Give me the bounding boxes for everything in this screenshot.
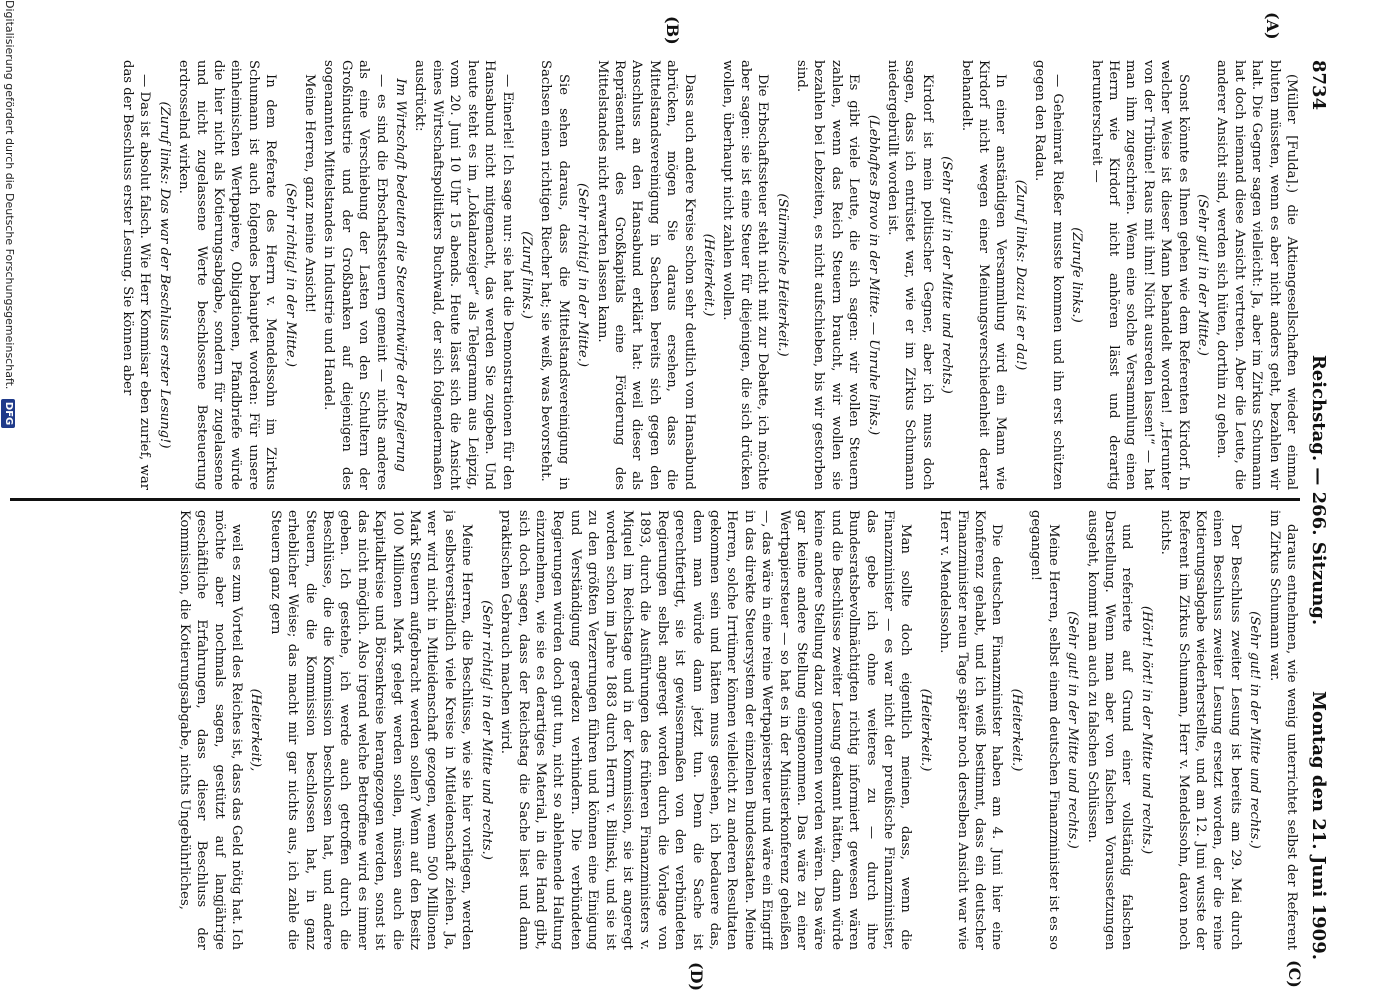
- interjection: (Sehr gut! in der Mitte und rechts.): [939, 156, 955, 394]
- page-header: [1304, 60, 1334, 960]
- footer-strip: [2, 0, 16, 1000]
- paragraph: Meine Herren, selbst einem deutschen Finanzminister ist es so gegangen!: [1028, 510, 1061, 950]
- interjection: (Zuruf links.): [518, 231, 534, 319]
- interjection: (Sehr gut! in der Mitte und rechts.): [1247, 611, 1263, 849]
- interjection: (Zuruf links: Das war der Beschluss erster Lesung!): [156, 101, 172, 449]
- paragraph: Dass auch andere Kreise schon sehr deutlich vom Hansabund abrücken, mögen Sie daraus ersehen, dass die Mittelstandsvereinigung in Sachsen bereits sich gegen den Anschluss an den Hansabund erklärt hat: weil dieser als Repräsentant des Großkapitals eine Förderung des Mittelstandes nicht erwarten lassen kann.: [594, 60, 697, 490]
- paragraph: In dem Referate des Herrn v. Mendelssohn im Zirkus Schumann ist auch folgendes behauptet worden: Für unsere einheimischen Wertpapiere, Obligationen, Pfandbriefe würde die hier nicht als Kotierungsabgabe, sondern für zugelassene und nicht zugelassene Werte beschlossene Besteuerung erdrosselnd wirken.: [176, 60, 279, 490]
- margin-marker-d: (D): [687, 962, 706, 992]
- interjection: (Sehr gut! in der Mitte und rechts.): [1065, 611, 1081, 849]
- text-column-right: [10, 510, 1300, 950]
- paragraph: Sie sehen daraus, dass die Mittelstandsvereinigung in Sachsen einen richtigen Riecher hat; sie weiß, was bevorsteht.: [538, 60, 571, 490]
- paragraph: — Das ist absolut falsch. Wie Herr Kommisar eben zurief, war das der Beschluss erster Lesung. Sie können aber: [120, 60, 153, 490]
- paragraph: In einer anständigen Versammlung wird ein Mann wie Kirdorf nicht wegen einer Meinungsverschiedenheit derart behandelt.: [958, 60, 1009, 490]
- interjection: (Sehr richtig! in der Mitte.): [575, 183, 591, 367]
- funding-notice: Digitalisierung gefördert durch die Deutsche Forschungsgemeinschaft.: [3, 0, 16, 390]
- interjection: (Stürmische Heiterkeit.): [774, 193, 790, 357]
- margin-marker-c: (C): [1285, 960, 1304, 988]
- interjection: (Heiterkeit.): [701, 233, 716, 317]
- interjection: (Heiterkeit.): [1008, 688, 1024, 772]
- interjection: (Heiterkeit.): [917, 688, 933, 772]
- paragraph: Meine Herren, die Beschlüsse, wie sie hier vorliegen, werden ja selbstverständlich viele Kreise in Mitleidenschaft ziehen. Ja, wer wird nicht in Mitleidenschaft gezogen, wenn 500 Millionen Mark Steuern aufgebracht werden sollen? Wenn auf den Besitz 100 Millionen Mark gelegt werden sollen, müssen auch die Kapitalkreise und Börsenkreise herangezogen werden, sonst ist das nicht möglich. Also irgend welche Betroffene wird es immer geben. Ich gestehe, ich werde auch getroffen durch die Beschlüsse, die die Kommission beschlossen hat, und andere Steuern, die die Kommission beschlossen hat, in ganz erheblicher Weise; das macht mir gar nichts aus, ich zahle die Steuern ganz gern: [267, 510, 475, 950]
- page-number: 8734: [1308, 60, 1330, 111]
- paragraph: — es sind die Erbschaftssteuern gemeint — nichts anderes als eine Verschiebung der Lasten von den Schultern der Großindustrie und der Großbanken auf diejenigen des sogenannten Mittelstandes in Industrie und Handel.: [321, 60, 389, 490]
- session-title: Reichstag. — 266. Sitzung.: [1308, 354, 1330, 626]
- paragraph: — Geheimrat Rießer musste kommen und ihn erst schützen gegen den Radau.: [1032, 60, 1065, 490]
- interjection: (Lebhaftes Bravo in der Mitte. — Unruhe links.): [865, 114, 881, 436]
- paragraph: Die Erbschaftssteuer steht nicht mit zur Debatte, ich möchte aber sagen: sie ist eine Steuer für diejenigen, die sich drücken wollen, überhaupt nicht zahlen wollen.: [720, 60, 771, 490]
- paragraph: (Müller [Fulda].) die Aktiengesellschaften wieder einmal bluten müssten, wenn es aber nicht anders geht, bezahlen wir halt. Die Gegner sagen vielleicht: Ja, aber im Zirkus Schumann hat doch niemand diese Ansicht vertreten. Aber die Leute, die anderer Ansicht sind, werden sich hüten, dorthin zu gehen.: [1214, 60, 1299, 490]
- interjection: (Zuruf links: Dazu ist er da!): [1012, 179, 1028, 371]
- text-column-left: [10, 60, 1300, 490]
- paragraph: daraus entnehmen, wie wenig unterrichtet selbst der Referent im Zirkus Schumann war.: [1266, 510, 1299, 950]
- interjection: (Sehr gut! in der Mitte.): [1194, 194, 1210, 356]
- paragraph: — Einerlei! Ich sage nur: sie hat die Demonstrationen für den Hansabund nicht mitgemacht, das werden Sie zugeben. Und heute steht es im „Lokalanzeiger“ als Telegramm aus Leipzig, vom 20. Juni 10 Uhr 15 abends. Heute lässt sich die Ansicht eines Wirtschaftspolitikers Buchwald, der sich folgendermaßen ausdrückt:: [412, 60, 515, 490]
- paragraph: und referierte auf Grund einer vollständig falschen Darstellung. Wenn man aber von falschen Voraussetzungen ausgeht, kommt man auch zu falschen Schlüssen.: [1084, 510, 1135, 950]
- paragraph: Sonst könnte es Ihnen gehen wie dem Referenten Kirdorf. In welcher Weise ist dieser Mann behandelt worden! „Herunter von der Tribüne! Raus mit ihm! Nicht ausreden lassen!“ — hat man ihm zugeschrien. Wenn eine solche Versammlung einen Herrn wie Kirdorf nicht anhören lässt und derartig herunterschreit —: [1088, 60, 1191, 490]
- margin-marker-a: (A): [1263, 12, 1282, 40]
- footer: [2, 0, 16, 990]
- paragraph: Es gibt viele Leute, die sich sagen: wir wollen Steuern zahlen, wenn das Reich Steuern braucht, wir wollen sie bezahlen bei Lebzeiten, es nicht aufschieben, bis wir gestorben sind.: [794, 60, 862, 490]
- interjection: (Hört! hört! in der Mitte und rechts.): [1138, 605, 1154, 855]
- column-divider: [10, 498, 1300, 501]
- interjection: Im Wirtschaft bedeuten die Steuerentwürfe der Regierung: [393, 78, 409, 472]
- paragraph: weil es zum Vorteil des Reiches ist, dass das Geld nötig hat. Ich möchte aber nochmals sagen, gestützt auf langjährige geschäftliche Erfahrungen, dass dieser Beschluss der Kommission, die Kotierungsabgabe, nichts Ungebührliches,: [176, 510, 245, 950]
- margin-marker-b: (B): [663, 16, 682, 45]
- interjection: (Heiterkeit),: [248, 688, 264, 772]
- interjection: (Zurufe links.): [1069, 227, 1085, 323]
- paragraph: Kirdorf ist mein politischer Gegner, aber ich muss doch sagen, dass ich entrüstet war, wie er im Zirkus Schumann niedergebrüllt worden ist.: [885, 60, 935, 490]
- paragraph: Man sollte doch eigentlich meinen, dass, wenn die Finanzminister — es war nicht der preußische Finanzminister, das gebe ich ohne weiteres zu — durch ihre Bundesratsbevollmächtigten richtig informiert gewesen wären und die Beschlüsse zweiter Lesung gekannt hätten, dann würde keine andere Stellung dazu genommen worden wären. Das wäre gar keine andere Stellung eingenommen. Das wäre zu einer Wertpapiersteuer — so hat es in der Ministerkonferenz geheißen —, das wäre in eine reine Wertpapiersteuer und wäre ein Eingriff in das direkte Steuersystem der einzelnen Bundesstaaten. Meine Herren, solche Irrtümer können vielleicht zu anderen Resultaten gekommen sein und hätten muss gesehen, ich bedauere das, denn man würde dann jetzt tun. Denn die Sache ist gerechtfertigt, sie ist gewissermaßen von den verbündeten Regierungen selbst angeregt worden durch die Vorlage von 1893, durch die Ausführungen des früheren Finanzministers v. Miquel im Reichstage und in der Kommission, sie ist angeregt worden schon im Jahre 1883 durch Herrn v. Bilinski, und sie ist zu den größten Verzerrungen führen und können eine Einigung und Verständigung geradezu verhindern. Die verbündeten Regierungen würden doch gut tun, nicht so ablehnende Haltung einzunehmen, wie sie es derartiges Material, in die Hand gibt, sich doch sagen, dass der Reichstag die Sache liest und dann praktischen Gebrauch machen wird.: [498, 510, 914, 950]
- paragraph: Meine Herren, ganz meine Ansicht!: [302, 74, 318, 314]
- paragraph: Die deutschen Finanzminister haben am 4. Juni hier eine Konferenz gehabt, und ich weiß bestimmt, dass ein deutscher Finanzminister neun Tage später noch derselben Ansicht war wie Herr v. Mendelssohn.: [937, 510, 1005, 950]
- interjection: (Sehr richtig! in der Mitte und rechts.): [478, 600, 494, 860]
- paragraph: Der Beschluss zweiter Lesung ist bereits am 29. Mai durch einen Beschluss zweiter Lesung ersetzt worden, der die reine Kotierungsabgabe wiederherstellte, und am 12. Juni wusste der Referent im Zirkus Schumann, Herr v. Mendelssohn, davon noch nichts.: [1158, 510, 1243, 950]
- dfg-logo: DFG: [1, 399, 15, 428]
- session-date: Montag den 21. Juni 1909.: [1308, 691, 1330, 960]
- interjection: (Sehr richtig! in der Mitte.): [282, 183, 298, 367]
